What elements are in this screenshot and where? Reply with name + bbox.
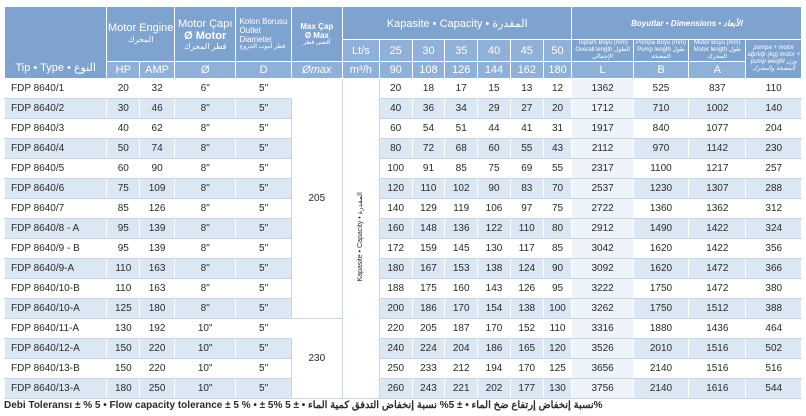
overall-length-cell: 3092: [572, 259, 633, 279]
capacity-head-cell: 44: [478, 119, 511, 139]
outlet-diameter-cell: 5": [236, 259, 291, 279]
motor-diameter-cell: 8": [175, 199, 236, 219]
hp-label: HP: [107, 62, 140, 79]
amp-cell: 109: [140, 179, 175, 199]
overall-length-cell: 3316: [572, 319, 633, 339]
capacity-head-cell: 55: [543, 159, 572, 179]
hp-cell: 95: [107, 239, 140, 259]
capacity-head-cell: 55: [510, 139, 543, 159]
capacity-head-cell: 40: [379, 99, 412, 119]
pump-model: FDP 8640/6: [5, 179, 107, 199]
motor-diameter-cell: 8": [175, 99, 236, 119]
weight-cell: 502: [746, 339, 802, 359]
pump-model: FDP 8640/11-A: [5, 319, 107, 339]
amp-label: AMP: [140, 62, 175, 79]
capacity-head-cell: 154: [478, 299, 511, 319]
capacity-head-cell: 204: [445, 339, 478, 359]
overall-length-cell: 3526: [572, 339, 633, 359]
capacity-head-cell: 90: [478, 179, 511, 199]
motor-diameter-cell: 8": [175, 159, 236, 179]
motor-length-cell: 1422: [689, 239, 746, 259]
motor-diameter-cell: 6": [175, 79, 236, 99]
hp-cell: 150: [107, 339, 140, 359]
capacity-head-cell: 153: [445, 259, 478, 279]
overall-length-cell: 1362: [572, 79, 633, 99]
outlet-diameter-cell: 5": [236, 339, 291, 359]
capacity-head-cell: 90: [543, 259, 572, 279]
pump-model: FDP 8640/1: [5, 79, 107, 99]
capacity-head-cell: 60: [478, 139, 511, 159]
capacity-head-cell: 12: [543, 79, 572, 99]
capacity-head-cell: 160: [379, 219, 412, 239]
capacity-head-cell: 68: [445, 139, 478, 159]
motor-length-cell: 1616: [689, 379, 746, 399]
table-row: [5, 259, 802, 279]
capacity-head-cell: 36: [412, 99, 445, 119]
capacity-head-cell: 110: [412, 179, 445, 199]
pump-model: FDP 8640/2: [5, 99, 107, 119]
weight-cell: 312: [746, 199, 802, 219]
outlet-diameter-cell: 5": [236, 99, 291, 119]
capacity-head-cell: 15: [478, 79, 511, 99]
capacity-head-cell: 186: [412, 299, 445, 319]
capacity-head-cell: 17: [445, 79, 478, 99]
m3h-value: 126: [445, 62, 478, 79]
weight-cell: 356: [746, 239, 802, 259]
motor-diameter-cell: 8": [175, 119, 236, 139]
capacity-head-cell: 200: [379, 299, 412, 319]
motor-length-cell: 1002: [689, 99, 746, 119]
capacity-head-cell: 13: [510, 79, 543, 99]
pump-length-cell: 1230: [633, 179, 688, 199]
weight-cell: 257: [746, 159, 802, 179]
motor-length-cell: 1362: [689, 199, 746, 219]
hp-cell: 85: [107, 199, 140, 219]
pump-length-header: Pompa Boyu (mm) Pump length طول المضخة: [633, 40, 688, 62]
weight-cell: 110: [746, 79, 802, 99]
overall-length-cell: 3222: [572, 279, 633, 299]
amp-cell: 192: [140, 319, 175, 339]
capacity-head-cell: 75: [478, 159, 511, 179]
capacity-head-cell: 180: [379, 259, 412, 279]
capacity-head-cell: 69: [510, 159, 543, 179]
motor-diameter-cell: 10": [175, 319, 236, 339]
motor-length-cell: 1142: [689, 139, 746, 159]
motor-length-header: Motor Boyu (mm) Motor length طول المحرك: [689, 40, 746, 62]
motor-diameter-cell: 8": [175, 139, 236, 159]
pump-spec-table: [4, 6, 802, 399]
amp-cell: 32: [140, 79, 175, 99]
capacity-head-cell: 51: [445, 119, 478, 139]
capacity-head-cell: 20: [543, 99, 572, 119]
overall-length-cell: 2722: [572, 199, 633, 219]
table-body: [5, 79, 802, 399]
capacity-head-cell: 233: [412, 359, 445, 379]
weight-header: pompa + motor ağırlığı (kg) motor + pump weight وزن المضخة والمحرك: [746, 40, 802, 79]
pump-model: FDP 8640/4: [5, 139, 107, 159]
weight-cell: 230: [746, 139, 802, 159]
table-row: [5, 79, 802, 99]
capacity-head-cell: 170: [478, 319, 511, 339]
hp-cell: 110: [107, 259, 140, 279]
capacity-head-cell: 152: [510, 319, 543, 339]
outlet-diameter-header: Kolon Borusu Outlet Diameter قطر أنبوب الخروج: [236, 7, 291, 62]
lts-value: 50: [543, 40, 572, 62]
motor-diameter-cell: 10": [175, 379, 236, 399]
overall-length-header: Toplam Boyu (mm) Overall length الطول الإجمالي: [572, 40, 633, 62]
capacity-head-cell: 91: [412, 159, 445, 179]
capacity-head-cell: 260: [379, 379, 412, 399]
amp-cell: 62: [140, 119, 175, 139]
max-diameter-header: Max Çap Ø Max أقصى قطر: [291, 7, 342, 62]
pump-model: FDP 8640/12-A: [5, 339, 107, 359]
capacity-head-cell: 126: [510, 279, 543, 299]
amp-cell: 250: [140, 379, 175, 399]
capacity-head-cell: 186: [478, 339, 511, 359]
outlet-diameter-cell: 5": [236, 159, 291, 179]
outlet-diameter-cell: 5": [236, 299, 291, 319]
capacity-head-cell: 160: [445, 279, 478, 299]
capacity-head-cell: 119: [445, 199, 478, 219]
pump-length-cell: 1360: [633, 199, 688, 219]
amp-cell: 180: [140, 299, 175, 319]
pump-model: FDP 8640/5: [5, 159, 107, 179]
capacity-head-cell: 27: [510, 99, 543, 119]
capacity-head-cell: 120: [379, 179, 412, 199]
b-label: B: [633, 62, 688, 79]
motor-length-cell: 1307: [689, 179, 746, 199]
lts-value: 35: [445, 40, 478, 62]
capacity-header: Kapasite • Capacity • المقدرة: [342, 7, 571, 40]
outlet-diameter-cell: 5": [236, 79, 291, 99]
capacity-head-cell: 120: [543, 339, 572, 359]
capacity-head-cell: 124: [510, 259, 543, 279]
motor-length-cell: 1516: [689, 339, 746, 359]
pump-model: FDP 8640/7: [5, 199, 107, 219]
capacity-head-cell: 165: [510, 339, 543, 359]
motor-length-cell: 1516: [689, 359, 746, 379]
hp-cell: 150: [107, 359, 140, 379]
lts-value: 25: [379, 40, 412, 62]
pump-model: FDP 8640/10-A: [5, 299, 107, 319]
overall-length-cell: 3756: [572, 379, 633, 399]
capacity-head-cell: 41: [510, 119, 543, 139]
pump-length-cell: 2140: [633, 359, 688, 379]
a-label: A: [689, 62, 746, 79]
table-row: [5, 279, 802, 299]
hp-cell: 130: [107, 319, 140, 339]
motor-length-cell: 837: [689, 79, 746, 99]
weight-cell: 388: [746, 299, 802, 319]
capacity-head-cell: 70: [543, 179, 572, 199]
capacity-head-cell: 80: [543, 219, 572, 239]
motor-diameter-cell: 8": [175, 299, 236, 319]
outlet-diameter-cell: 5": [236, 139, 291, 159]
capacity-head-cell: 224: [412, 339, 445, 359]
capacity-head-cell: 202: [478, 379, 511, 399]
motor-length-cell: 1472: [689, 279, 746, 299]
table-row: [5, 379, 802, 399]
table-row: [5, 359, 802, 379]
motor-length-cell: 1077: [689, 119, 746, 139]
outlet-diameter-cell: 5": [236, 379, 291, 399]
amp-cell: 74: [140, 139, 175, 159]
max-diameter-cell: 205: [291, 79, 342, 319]
capacity-head-cell: 97: [510, 199, 543, 219]
outlet-diameter-cell: 5": [236, 279, 291, 299]
capacity-head-cell: 148: [412, 219, 445, 239]
m3h-value: 180: [543, 62, 572, 79]
motor-length-cell: 1472: [689, 259, 746, 279]
hp-cell: 75: [107, 179, 140, 199]
capacity-head-cell: 170: [445, 299, 478, 319]
motor-diameter-cell: 8": [175, 279, 236, 299]
overall-length-cell: 3042: [572, 239, 633, 259]
pump-model: FDP 8640/9 - B: [5, 239, 107, 259]
outlet-diameter-cell: 5": [236, 179, 291, 199]
table-row: [5, 99, 802, 119]
weight-cell: 516: [746, 359, 802, 379]
lts-value: 45: [510, 40, 543, 62]
amp-cell: 220: [140, 359, 175, 379]
capacity-head-cell: 172: [379, 239, 412, 259]
capacity-head-cell: 159: [412, 239, 445, 259]
capacity-head-cell: 243: [412, 379, 445, 399]
capacity-head-cell: 43: [543, 139, 572, 159]
hp-cell: 60: [107, 159, 140, 179]
capacity-head-cell: 167: [412, 259, 445, 279]
m3h-value: 144: [478, 62, 511, 79]
m3h-value: 162: [510, 62, 543, 79]
capacity-head-cell: 140: [379, 199, 412, 219]
capacity-head-cell: 130: [543, 379, 572, 399]
weight-cell: 288: [746, 179, 802, 199]
motor-diameter-cell: 10": [175, 339, 236, 359]
outlet-diameter-cell: 5": [236, 199, 291, 219]
motor-length-cell: 1512: [689, 299, 746, 319]
amp-cell: 220: [140, 339, 175, 359]
d-label: D: [236, 62, 291, 79]
capacity-head-cell: 129: [412, 199, 445, 219]
pump-length-cell: 2140: [633, 379, 688, 399]
capacity-vertical-text: Kapasite • Capacity • المقدرة: [356, 192, 364, 282]
hp-cell: 30: [107, 99, 140, 119]
capacity-head-cell: 80: [379, 139, 412, 159]
hp-cell: 20: [107, 79, 140, 99]
capacity-head-cell: 117: [510, 239, 543, 259]
pump-model: FDP 8640/13-B: [5, 359, 107, 379]
pump-model: FDP 8640/9-A: [5, 259, 107, 279]
max-diameter-cell: 230: [291, 319, 342, 399]
motor-diameter-cell: 8": [175, 179, 236, 199]
pump-length-cell: 525: [633, 79, 688, 99]
capacity-head-cell: 95: [543, 279, 572, 299]
pump-model: FDP 8640/8 - A: [5, 219, 107, 239]
capacity-head-cell: 60: [379, 119, 412, 139]
amp-cell: 126: [140, 199, 175, 219]
amp-cell: 139: [140, 219, 175, 239]
motor-engine-header: Motor Engine المحرك: [107, 7, 175, 62]
weight-cell: 324: [746, 219, 802, 239]
hp-cell: 95: [107, 219, 140, 239]
weight-cell: 366: [746, 259, 802, 279]
hp-cell: 110: [107, 279, 140, 299]
motor-length-cell: 1422: [689, 219, 746, 239]
overall-length-cell: 3262: [572, 299, 633, 319]
capacity-head-cell: 83: [510, 179, 543, 199]
capacity-head-cell: 170: [510, 359, 543, 379]
o-label: Ø: [175, 62, 236, 79]
motor-diameter-cell: 8": [175, 259, 236, 279]
capacity-head-cell: 188: [379, 279, 412, 299]
capacity-head-cell: 240: [379, 339, 412, 359]
capacity-head-cell: 220: [379, 319, 412, 339]
weight-cell: 380: [746, 279, 802, 299]
overall-length-cell: 1712: [572, 99, 633, 119]
capacity-head-cell: 138: [478, 259, 511, 279]
amp-cell: 139: [140, 239, 175, 259]
motor-diameter-header: Motor Çapı Ø Motor قطر المحرك: [175, 7, 236, 62]
pump-length-cell: 970: [633, 139, 688, 159]
table-row: [5, 139, 802, 159]
pump-model: FDP 8640/3: [5, 119, 107, 139]
capacity-head-cell: 85: [543, 239, 572, 259]
capacity-head-cell: 122: [478, 219, 511, 239]
outlet-diameter-cell: 5": [236, 239, 291, 259]
pump-length-cell: 1750: [633, 279, 688, 299]
amp-cell: 163: [140, 259, 175, 279]
capacity-head-cell: 175: [412, 279, 445, 299]
table-row: [5, 159, 802, 179]
pump-length-cell: 2010: [633, 339, 688, 359]
motor-length-cell: 1436: [689, 319, 746, 339]
overall-length-cell: 2112: [572, 139, 633, 159]
capacity-head-cell: 72: [412, 139, 445, 159]
pump-length-cell: 1750: [633, 299, 688, 319]
motor-diameter-cell: 10": [175, 359, 236, 379]
overall-length-cell: 3656: [572, 359, 633, 379]
hp-cell: 50: [107, 139, 140, 159]
capacity-head-cell: 75: [543, 199, 572, 219]
weight-cell: 140: [746, 99, 802, 119]
capacity-head-cell: 110: [510, 219, 543, 239]
m3h-value: 90: [379, 62, 412, 79]
capacity-head-cell: 18: [412, 79, 445, 99]
capacity-head-cell: 110: [543, 319, 572, 339]
capacity-head-cell: 54: [412, 119, 445, 139]
dimensions-header: Boyutlar • Dimensions • الأبعاد: [572, 7, 802, 40]
overall-length-cell: 2912: [572, 219, 633, 239]
capacity-vertical-label: [342, 79, 379, 399]
lts-value: 30: [412, 40, 445, 62]
outlet-diameter-cell: 5": [236, 119, 291, 139]
outlet-diameter-cell: 5": [236, 319, 291, 339]
outlet-diameter-cell: 5": [236, 359, 291, 379]
hp-cell: 180: [107, 379, 140, 399]
capacity-head-cell: 136: [445, 219, 478, 239]
hp-cell: 125: [107, 299, 140, 319]
weight-cell: 204: [746, 119, 802, 139]
capacity-head-cell: 250: [379, 359, 412, 379]
capacity-head-cell: 34: [445, 99, 478, 119]
pump-model: FDP 8640/13-A: [5, 379, 107, 399]
pump-length-cell: 710: [633, 99, 688, 119]
tip-header: Tip • Type • النوع: [5, 7, 107, 79]
pump-length-cell: 1620: [633, 239, 688, 259]
capacity-head-cell: 102: [445, 179, 478, 199]
overall-length-cell: 2317: [572, 159, 633, 179]
capacity-head-cell: 85: [445, 159, 478, 179]
pump-length-cell: 1100: [633, 159, 688, 179]
pump-length-cell: 1620: [633, 259, 688, 279]
outlet-diameter-cell: 5": [236, 219, 291, 239]
capacity-head-cell: 177: [510, 379, 543, 399]
omax-label: Ømax: [291, 62, 342, 79]
capacity-head-cell: 143: [478, 279, 511, 299]
l-label: L: [572, 62, 633, 79]
overall-length-cell: 1917: [572, 119, 633, 139]
motor-diameter-cell: 8": [175, 219, 236, 239]
overall-length-cell: 2537: [572, 179, 633, 199]
capacity-head-cell: 187: [445, 319, 478, 339]
capacity-head-cell: 194: [478, 359, 511, 379]
m3h-label: m³/h: [342, 62, 379, 79]
table-row: [5, 299, 802, 319]
table-row: [5, 119, 802, 139]
capacity-head-cell: 106: [478, 199, 511, 219]
pump-length-cell: 1880: [633, 319, 688, 339]
capacity-head-cell: 31: [543, 119, 572, 139]
lts-label: Lt/s: [342, 40, 379, 62]
amp-cell: 90: [140, 159, 175, 179]
capacity-head-cell: 100: [379, 159, 412, 179]
capacity-head-cell: 212: [445, 359, 478, 379]
capacity-head-cell: 221: [445, 379, 478, 399]
lts-value: 40: [478, 40, 511, 62]
capacity-head-cell: 145: [445, 239, 478, 259]
capacity-head-cell: 130: [478, 239, 511, 259]
hp-cell: 40: [107, 119, 140, 139]
pump-model: FDP 8640/10-B: [5, 279, 107, 299]
amp-cell: 163: [140, 279, 175, 299]
capacity-head-cell: 205: [412, 319, 445, 339]
table-row: [5, 339, 802, 359]
weight-cell: 544: [746, 379, 802, 399]
tolerance-footer: Debi Toleransı ± % 5 • Flow capacity tolerance ± 5 % • ± 5% نسبة إنخفاض إرتفاع ضخ الماء • ± 5% نسبة إنخفاض التدفق كمية الماء • ± 5%: [4, 400, 603, 411]
pump-length-cell: 840: [633, 119, 688, 139]
table-row: [5, 219, 802, 239]
amp-cell: 46: [140, 99, 175, 119]
motor-diameter-cell: 8": [175, 239, 236, 259]
table-row: [5, 179, 802, 199]
capacity-head-cell: 29: [478, 99, 511, 119]
weight-cell: 464: [746, 319, 802, 339]
table-row: [5, 319, 802, 339]
capacity-head-cell: 138: [510, 299, 543, 319]
table-row: [5, 239, 802, 259]
capacity-head-cell: 125: [543, 359, 572, 379]
table-row: [5, 199, 802, 219]
m3h-value: 108: [412, 62, 445, 79]
capacity-head-cell: 100: [543, 299, 572, 319]
capacity-head-cell: 20: [379, 79, 412, 99]
motor-length-cell: 1217: [689, 159, 746, 179]
pump-length-cell: 1490: [633, 219, 688, 239]
